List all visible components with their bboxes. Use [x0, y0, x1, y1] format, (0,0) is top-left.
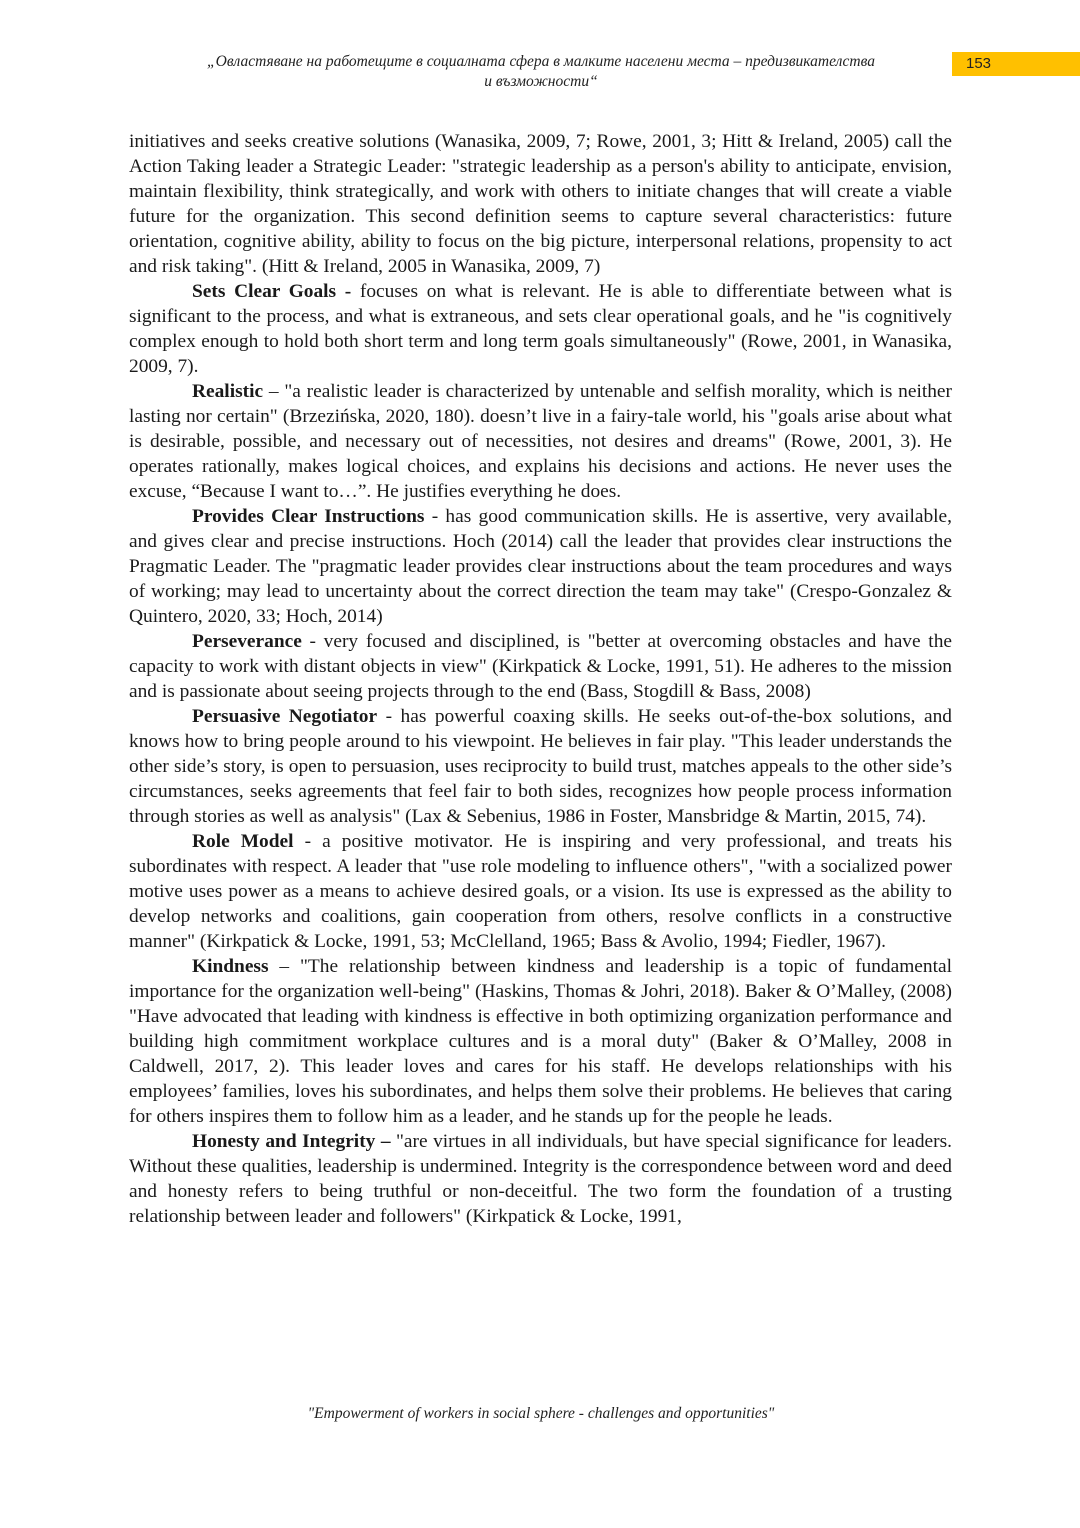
- paragraph-text: "are virtues in all individuals, but have special significance for leaders. Without these qualities, leadership is undermined. Integrity is the correspondence between word and deed and honesty refers to being truthful or non-deceitful. The two form the foundation of a trusting relationship between leader and followers" (Kirkpatick & Locke, 1991,: [129, 1131, 952, 1227]
- paragraph-term: Provides Clear Instructions: [192, 506, 425, 527]
- paragraph-persuasive-negotiator: [129, 704, 952, 829]
- running-header-line-2: и възможности“: [484, 73, 598, 90]
- paragraph-text: – "The relationship between kindness and leadership is a topic of fundamental importance for the organization well-being" (Haskins, Thomas & Johri, 2018). Baker & O’Malley, (2008) "Have advocated that leading with kindness is effective in both optimizing organization performance and building high commitment workplace cultures and is a moral duty" (Baker & O’Malley, 2008 in Caldwell, 2017, 2). This leader loves and cares for his staff. He develops relationships with his employees’ families, loves his subordinates, and helps them solve their problems. He believes that caring for others inspires them to follow him as a leader, and he stands up for the people he leads.: [129, 956, 952, 1127]
- paragraph-kindness: [129, 954, 952, 1129]
- paragraph-term: Honesty and Integrity –: [192, 1131, 391, 1152]
- paragraph-text: initiatives and seeks creative solutions (Wanasika, 2009, 7; Rowe, 2001, 3; Hitt & Ireland, 2005) call the Action Taking leader a Strategic Leader: "strategic leadership as a person's ability to anticipate, envision, maintain flexibility, think strategically, and work with others to initiate changes that will create a viable future for the organization. This second definition seems to capture several characteristics: future orientation, cognitive ability, ability to focus on the big picture, interpersonal relations, propensity to act and risk taking". (Hitt & Ireland, 2005 in Wanasika, 2009, 7): [129, 131, 952, 277]
- paragraph-term: Kindness: [192, 956, 269, 977]
- paragraph-sets-clear-goals: [129, 279, 952, 379]
- paragraph-perseverance: [129, 629, 952, 704]
- running-header: [130, 52, 952, 92]
- paragraph-term: Role Model: [192, 831, 294, 852]
- paragraph-text: – "a realistic leader is characterized by untenable and selfish morality, which is neither lasting nor certain" (Brzezińska, 2020, 180). doesn’t live in a fairy-tale world, his "goals arise about what is desirable, possible, and necessary out of necessities, not desires and dreams" (Rowe, 2001, 3). He operates rationally, makes logical choices, and explains his decisions and actions. He never uses the excuse, “Because I want to…”. He justifies everything he does.: [129, 381, 952, 502]
- page-number-badge: 153: [952, 52, 1080, 76]
- paragraph-term: Persuasive Negotiator: [192, 706, 378, 727]
- running-header-line-1: „Овластяване на работещите в социалната сфера в малките населени места – предизвикателства: [207, 53, 875, 70]
- paragraph-term: Perseverance: [192, 631, 302, 652]
- paragraph-term: Realistic: [192, 381, 264, 402]
- paragraph-realistic: [129, 379, 952, 504]
- paragraph-continuation: [129, 129, 952, 279]
- paragraph-text: - has good communication skills. He is assertive, very available, and gives clear and precise instructions. Hoch (2014) call the leader that provides clear instructions the Pragmatic Leader. The "pragmatic leader provides clear instructions about the team procedures and ways of working; may lead to uncertainty about the correct direction the team may take" (Crespo-Gonzalez & Quintero, 2020, 33; Hoch, 2014): [129, 506, 952, 627]
- paragraph-text: - has powerful coaxing skills. He seeks out-of-the-box solutions, and knows how to bring people around to his viewpoint. He believes in fair play. "This leader understands the other side’s story, is open to persuasion, uses reciprocity to build trust, matches appeals to the other side’s circumstances, seeks agreements that feel fair to both sides, recognizes how people process information through stories as well as analysis" (Lax & Sebenius, 1986 in Foster, Mansbridge & Martin, 2015, 74).: [129, 706, 952, 827]
- paragraph-term: Sets Clear Goals -: [192, 281, 352, 302]
- paragraph-text: focuses on what is relevant. He is able to differentiate between what is significant to the process, and what is extraneous, and sets clear operational goals, and he "is cognitively complex enough to hold both short term and long term goals simultaneously" (Rowe, 2001, in Wanasika, 2009, 7).: [129, 281, 953, 377]
- paragraph-provides-clear-instructions: [129, 504, 952, 629]
- paragraph-text: - very focused and disciplined, is "better at overcoming obstacles and have the capacity to work with distant objects in view" (Kirkpatick & Locke, 1991, 51). He adheres to the mission and is passionate about seeing projects through to the end (Bass, Stogdill & Bass, 2008): [129, 631, 952, 702]
- paragraph-role-model: [129, 829, 952, 954]
- paragraph-honesty-and-integrity: [129, 1129, 952, 1229]
- body-text: [129, 129, 952, 1229]
- paragraph-text: - a positive motivator. He is inspiring and very professional, and treats his subordinates with respect. A leader that "use role modeling to influence others", "with a socialized power motive uses power as a means to achieve desired goals, or a vision. Its use is expressed as the ability to develop networks and coalitions, gain cooperation from others, resolve conflicts in a constructive manner" (Kirkpatick & Locke, 1991, 53; McClelland, 1965; Bass & Avolio, 1994; Fiedler, 1967).: [129, 831, 952, 952]
- running-footer: "Empowerment of workers in social sphere - challenges and opportunities": [307, 1405, 775, 1422]
